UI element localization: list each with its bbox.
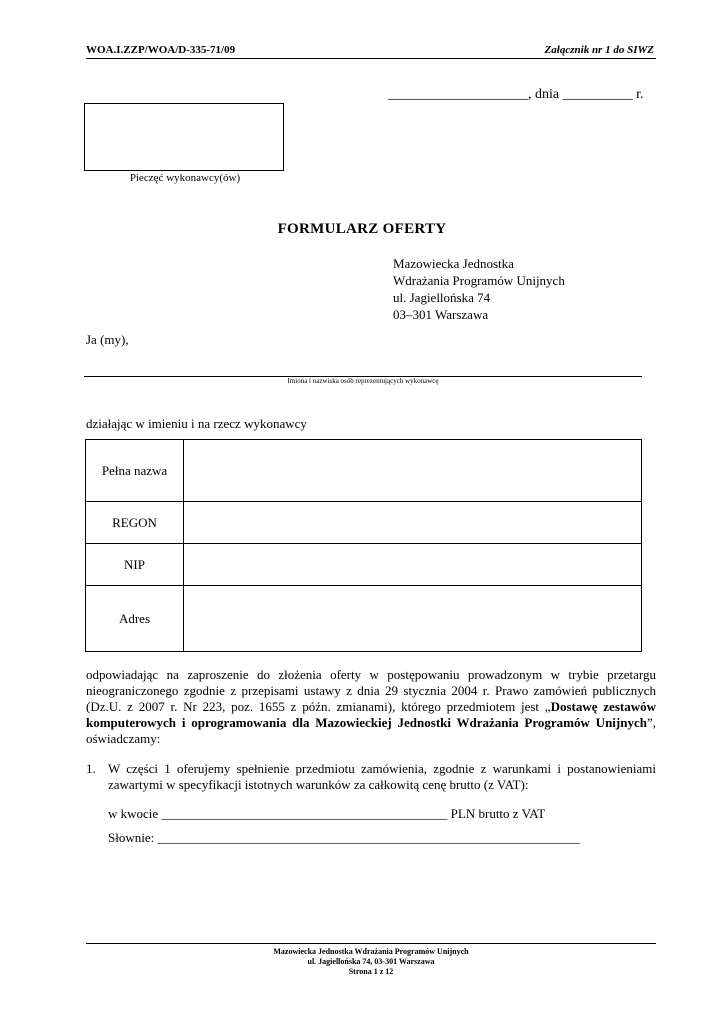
contractor-stamp-label: Pieczęć wykonawcy(ów) — [129, 172, 241, 184]
page-number: Strona 1 z 12 — [348, 967, 394, 976]
recipient-line-3: ul. Jagiellońska 74 — [393, 290, 491, 305]
contractor-details-table — [85, 439, 642, 652]
table-row — [86, 502, 642, 544]
recipient-line-1: Mazowiecka Jednostka — [393, 256, 514, 271]
representatives-caption: Imiona i nazwiska osób reprezentujących wykonawcę — [287, 377, 439, 385]
nip-field[interactable] — [184, 544, 642, 586]
intro-text-2: ”, oświadczamy: — [86, 715, 656, 746]
intro-subject-bold: Dostawę zestawów komputerowych i oprogramowania dla Mazowieckiej Jednostki Wdrażania Programów Unijnych — [86, 699, 656, 730]
header-divider — [86, 58, 656, 59]
address-label: Adres — [86, 586, 184, 652]
footer-line-2: ul. Jagiellońska 74, 03-301 Warszawa — [307, 957, 435, 966]
full-name-field[interactable] — [184, 440, 642, 502]
table-row — [86, 440, 642, 502]
price-in-words-line[interactable]: Słownie: _________________________________________________________________ — [108, 830, 580, 845]
page-footer — [86, 947, 656, 977]
footer-divider — [86, 943, 656, 944]
recipient-line-4: 03–301 Warszawa — [393, 307, 489, 322]
document-reference: WOA.I.ZZP/WOA/D-335-71/09 — [86, 44, 236, 56]
ja-my-label: Ja (my), — [86, 332, 129, 347]
item-text: W części 1 oferujemy spełnienie przedmiotu zamówienia, zgodnie z warunkami i postanowieniami zawartymi w specyfikacji istotnych warunków za całkowitą cenę brutto (z VAT): — [108, 761, 656, 792]
nip-label: NIP — [86, 544, 184, 586]
full-name-label: Pełna nazwa — [86, 440, 184, 502]
contractor-stamp-box — [84, 103, 284, 171]
table-row — [86, 586, 642, 652]
offer-item-1 — [86, 761, 656, 793]
form-title: FORMULARZ OFERTY — [277, 221, 447, 237]
intro-text-1: odpowiadając na zaproszenie do złożenia oferty w postępowaniu prowadzonym w trybie przetargu nieograniczonego zgodnie z przepisami ustawy z dnia 29 stycznia 2004 r. Prawo zamówień publicznych (Dz.U. z 2007 r. Nr 223, poz. 1655 z późn. zmianami), którego przedmiotem jest „ — [86, 667, 656, 714]
footer-line-1: Mazowiecka Jednostka Wdrażania Programów Unijnych — [273, 947, 469, 956]
attachment-label: Załącznik nr 1 do SIWZ — [544, 44, 654, 56]
table-row — [86, 544, 642, 586]
recipient-line-2: Wdrażania Programów Unijnych — [393, 273, 565, 288]
address-field[interactable] — [184, 586, 642, 652]
recipient-address — [393, 255, 565, 323]
place-date-line: ____________________, dnia __________ r. — [388, 87, 644, 102]
regon-field[interactable] — [184, 502, 642, 544]
regon-label: REGON — [86, 502, 184, 544]
price-amount-line[interactable]: w kwocie ____________________________________________ PLN brutto z VAT — [108, 806, 546, 821]
item-number: 1. — [86, 761, 96, 776]
acting-on-behalf-label: działając w imieniu i na rzecz wykonawcy — [86, 416, 307, 431]
intro-paragraph — [86, 667, 656, 747]
